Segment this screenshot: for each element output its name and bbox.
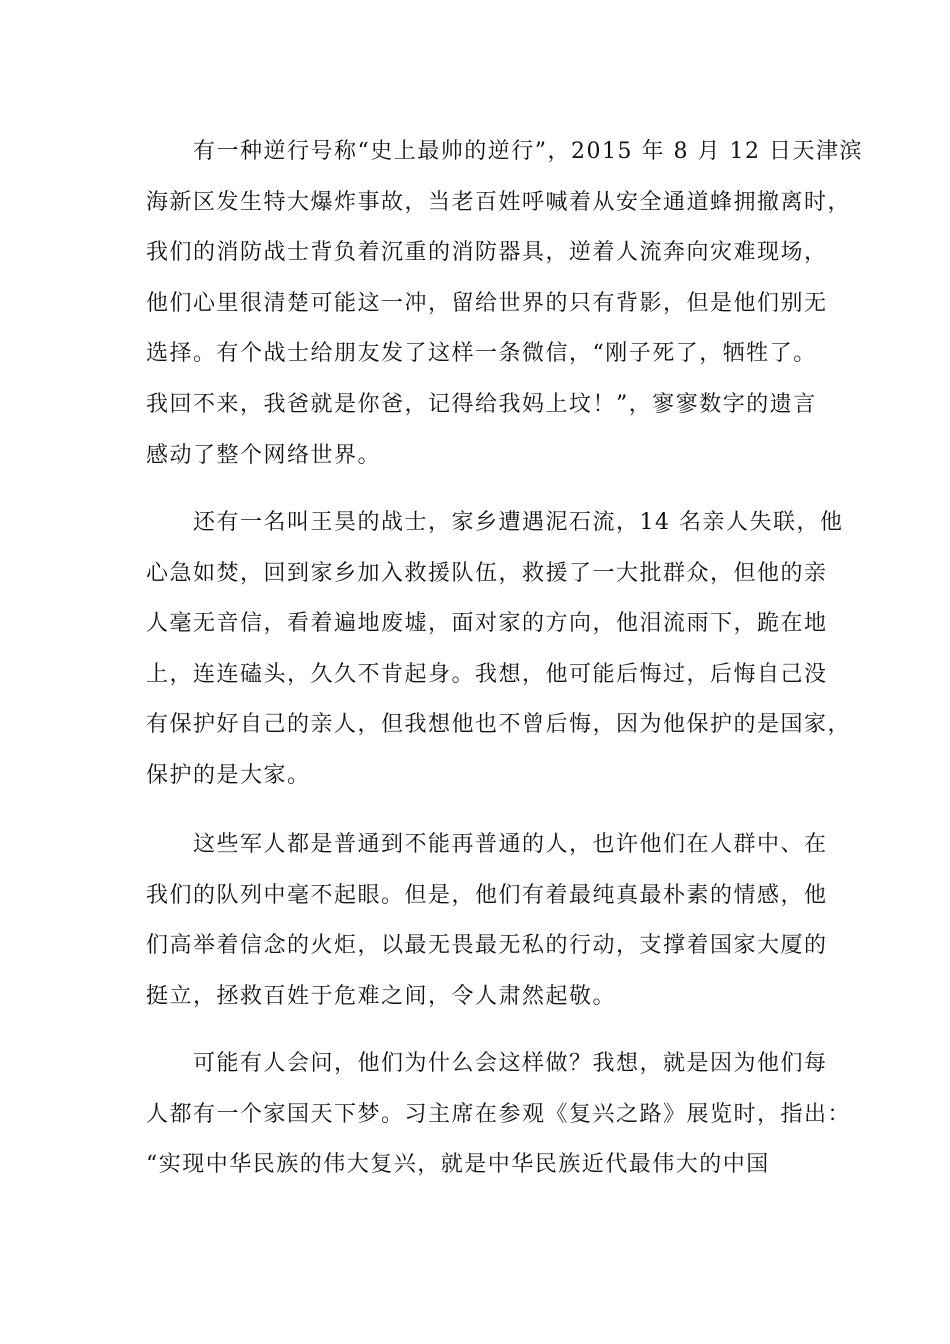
paragraph-1 xyxy=(146,127,863,481)
text-line: 们高举着信念的火炬，以最无畏最无私的行动，支撑着国家大厦的 xyxy=(146,933,828,959)
text-line: 感动了整个网络世界。 xyxy=(146,442,382,468)
text-line: 心急如焚，回到家乡加入救援队伍，救援了一大批群众，但他的亲 xyxy=(146,560,828,586)
text-line: 有保护好自己的亲人，但我想他也不曾后悔，因为他保护的是国家， xyxy=(146,712,852,738)
text-line: 我回不来，我爸就是你爸，记得给我妈上坟！”，寥寥数字的遗言 xyxy=(146,391,817,417)
text-line: 我们的消防战士背负着沉重的消防器具，逆着人流奔向灾难现场， xyxy=(146,240,828,266)
text-line: 保护的是大家。 xyxy=(146,762,311,788)
text-line: 挺立，拯救百姓于危难之间，令人肃然起敬。 xyxy=(146,983,617,1009)
text-line: 我们的队列中毫不起眼。但是，他们有着最纯真最朴素的情感，他 xyxy=(146,882,828,908)
text-line: 人毫无音信，看着遍地废墟，面对家的方向，他泪流雨下，跪在地 xyxy=(146,611,828,637)
text-line: 海新区发生特大爆炸事故，当老百姓呼喊着从安全通道蜂拥撤离时， xyxy=(146,189,852,215)
text-line: 人都有一个家国天下梦。习主席在参观《复兴之路》展览时，指出： xyxy=(146,1101,852,1127)
text-line: “实现中华民族的伟大复兴，就是中华民族近代最伟大的中国 xyxy=(146,1152,770,1178)
text-line: 上，连连磕头，久久不肯起身。我想，他可能后悔过，后悔自己没 xyxy=(146,661,828,687)
text-line: 可能有人会问，他们为什么会这样做？我想，就是因为他们每 xyxy=(146,1051,828,1076)
text-line: 有一种逆行号称“史上最帅的逆行”，2015 年 8 月 12 日天津滨 xyxy=(146,139,863,164)
paragraph-4 xyxy=(146,1039,852,1191)
paragraph-2 xyxy=(146,498,852,802)
paragraph-3 xyxy=(146,820,828,1022)
text-line: 他们心里很清楚可能这一冲，留给世界的只有背影，但是他们别无 xyxy=(146,290,828,316)
text-line: 这些军人都是普通到不能再普通的人，也许他们在人群中、在 xyxy=(146,832,828,857)
text-line: 还有一名叫王昊的战士，家乡遭遇泥石流，14 名亲人失联，他 xyxy=(146,510,844,535)
text-line: 选择。有个战士给朋友发了这样一条微信，“刚子死了，牺牲了。 xyxy=(146,341,817,367)
